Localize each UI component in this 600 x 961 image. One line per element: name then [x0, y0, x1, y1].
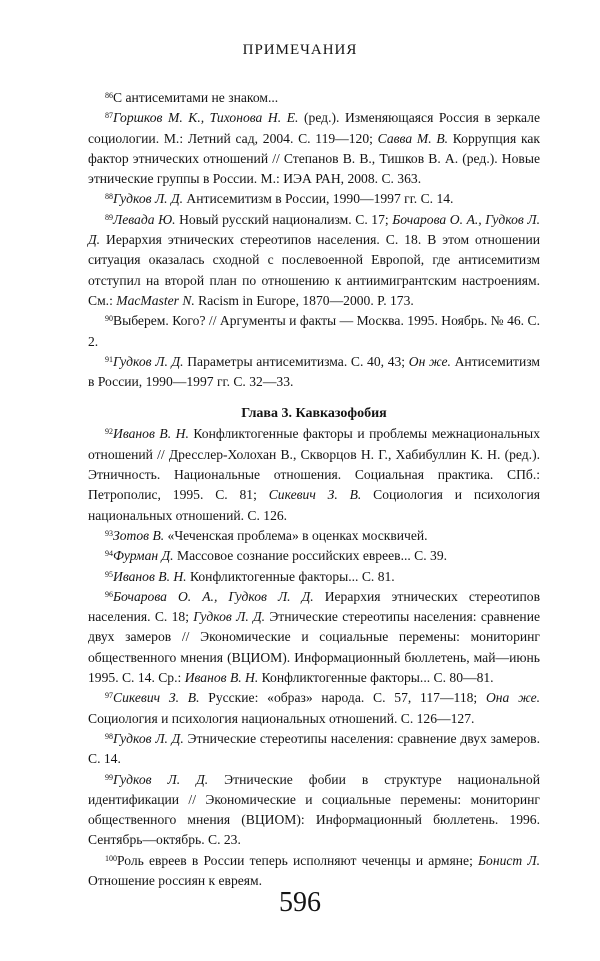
notes-list-part2: [88, 424, 540, 891]
footnote-author: Фурман Д.: [113, 548, 174, 564]
footnote-text: Социология и психология национальных отношений. С. 126—127.: [88, 710, 475, 726]
footnote: [88, 587, 540, 688]
footnote-text: Иерархия этнических стереотипов населения. С. 18. В этом отношении ситуация оказалась сходной с послевоенной Европой, где антисемитизм отступил на второй план по отношению к антиимигрантским настроениям. См.:: [88, 232, 540, 308]
page-number: 596: [279, 887, 321, 918]
footnote-text: Антисемитизм в России, 1990—1997 гг. С. 14.: [183, 191, 454, 207]
footnote-text: Конфликтогенные факторы и проблемы межнациональных отношений // Дресслер-Холохан В., Скворцов Н. Г., Хабибуллин К. Н. (ред.). Этничность. Национальные отношения. Социальная практика. СПб.: Петрополис, 1995. С. 81;: [88, 426, 540, 503]
footnote: [88, 567, 540, 587]
footnote: [88, 688, 540, 729]
footnote-number: 97: [105, 691, 113, 701]
footnote-author: Бочарова О. А., Гудков Л. Д.: [88, 211, 540, 248]
footnote-text: Конфликтогенные факторы... С. 81.: [186, 568, 395, 584]
footnote-number: 89: [105, 212, 113, 222]
footnote-author: Бочарова О. А., Гудков Л. Д.: [113, 588, 314, 604]
footnote-text: Отношение россиян к евреям.: [88, 872, 263, 888]
footnote-author: Бонист Л.: [478, 852, 540, 868]
footnote: [88, 851, 540, 892]
footnote: [88, 311, 540, 352]
chapter-title: Глава 3. Кавказофобия: [241, 406, 387, 422]
footnote: [88, 352, 540, 393]
footnote-author: Савва М. В.: [377, 130, 449, 146]
footnote-author: Гудков Л. Д.: [113, 771, 209, 787]
footnote-author: Она же.: [485, 690, 540, 706]
footnote-author: Иванов В. Н.: [113, 568, 187, 584]
footnote-author: Гудков Л. Д.: [113, 730, 184, 746]
footnote-text: Массовое сознание российских евреев... С. 39.: [173, 548, 448, 564]
footnote-author: Зотов В.: [113, 527, 165, 543]
footnote-text: Русские: «образ» народа. С. 57, 117—118;: [199, 690, 486, 706]
footnote-text: Этнические стереотипы населения: сравнение двух замеров // Экономические и социальные перемены: мониторинг общественного мнения (ВЦИОМ). Информационный бюллетень, май—июнь 1995. С. 14. Ср.:: [88, 609, 540, 686]
footnote: [88, 546, 540, 566]
footnote-text: Коррупция как фактор этнических отношений // Степанов В. В., Тишков В. А. (ред.). Новые этнические группы в России. М.: ИЭА РАН, 2008. С. 363.: [88, 130, 541, 187]
footnote-text: Этнические фобии в структуре национальной идентификации // Экономические и социальные перемены: мониторинг общественного мнения (ВЦИОМ): Информационный бюллетень. 1996. Сентябрь—октябрь. С. 23.: [88, 771, 540, 848]
footnote-text: Иерархия этнических стереотипов населения. С. 18;: [88, 588, 540, 625]
footnote-number: 100: [105, 853, 117, 863]
footnote-text: Конфликтогенные факторы... С. 80—81.: [258, 670, 494, 686]
footnote-number: 91: [105, 354, 113, 364]
footnote-author: Гудков Л. Д.: [193, 609, 266, 625]
footnote-number: 95: [105, 569, 113, 579]
footnote: [88, 424, 540, 525]
footnote-number: 98: [105, 731, 113, 741]
footnote-text: Роль евреев в России теперь исполняют чеченцы и армяне;: [117, 852, 479, 868]
notes-body: [88, 88, 540, 891]
footnote: [88, 189, 540, 209]
footnote-author: Гудков Л. Д.: [113, 191, 184, 207]
footnote: [88, 770, 540, 851]
footnote: [88, 108, 540, 189]
footnote-author: Левада Ю.: [113, 211, 176, 227]
footnote-author: Сикевич З. В.: [113, 690, 200, 706]
footnote: [88, 88, 540, 108]
footnote-author: Горшков М. К., Тихонова Н. Е.: [113, 110, 299, 126]
footnote-number: 90: [105, 314, 113, 324]
footnote-text: (ред.). Изменяющаяся Россия в зеркале социологии. М.: Летний сад, 2004. С. 119—120;: [88, 110, 540, 146]
footnote-text: С антисемитами не знаком...: [113, 90, 279, 105]
footnote-number: 99: [105, 772, 113, 782]
footnote: [88, 210, 540, 311]
footnote-author: MacMaster N.: [116, 292, 195, 308]
footnote-number: 87: [105, 111, 113, 121]
footnote-number: 86: [105, 91, 113, 100]
footnote-text: «Чеченская проблема» в оценках москвичей.: [164, 527, 428, 543]
footnote-number: 94: [105, 549, 113, 559]
footnote-author: Иванов В. Н.: [184, 670, 259, 686]
footnote-text: Антисемитизм в России, 1990—1997 гг. С. 32—33.: [88, 353, 540, 390]
footnote-text: Новый русский национализм. С. 17;: [175, 211, 393, 227]
footnote-author: Он же.: [408, 353, 451, 369]
notes-list-part1: [88, 88, 540, 392]
footnote-text: Выберем. Кого? // Аргументы и факты — Москва. 1995. Ноябрь. № 46. С. 2.: [88, 313, 540, 349]
footnote: [88, 526, 540, 546]
footnote-author: Иванов В. Н.: [113, 426, 189, 442]
footnote-author: Гудков Л. Д.: [113, 353, 184, 369]
footnote-number: 92: [105, 427, 113, 437]
footnote: [88, 729, 540, 770]
footnote-number: 93: [105, 528, 113, 538]
running-head: ПРИМЕЧАНИЯ: [242, 42, 358, 58]
footnote-text: Racism in Europe, 1870—2000. P. 173.: [194, 292, 414, 308]
footnote-author: Сикевич З. В.: [268, 487, 362, 503]
footnote-text: Этнические стереотипы населения: сравнение двух замеров. С. 14.: [88, 730, 540, 767]
footnote-text: Социология и психология национальных отношений. С. 126.: [88, 487, 540, 523]
footnote-number: 88: [105, 192, 113, 202]
footnote-text: Параметры антисемитизма. С. 40, 43;: [183, 353, 409, 369]
footnote-number: 96: [105, 589, 113, 599]
